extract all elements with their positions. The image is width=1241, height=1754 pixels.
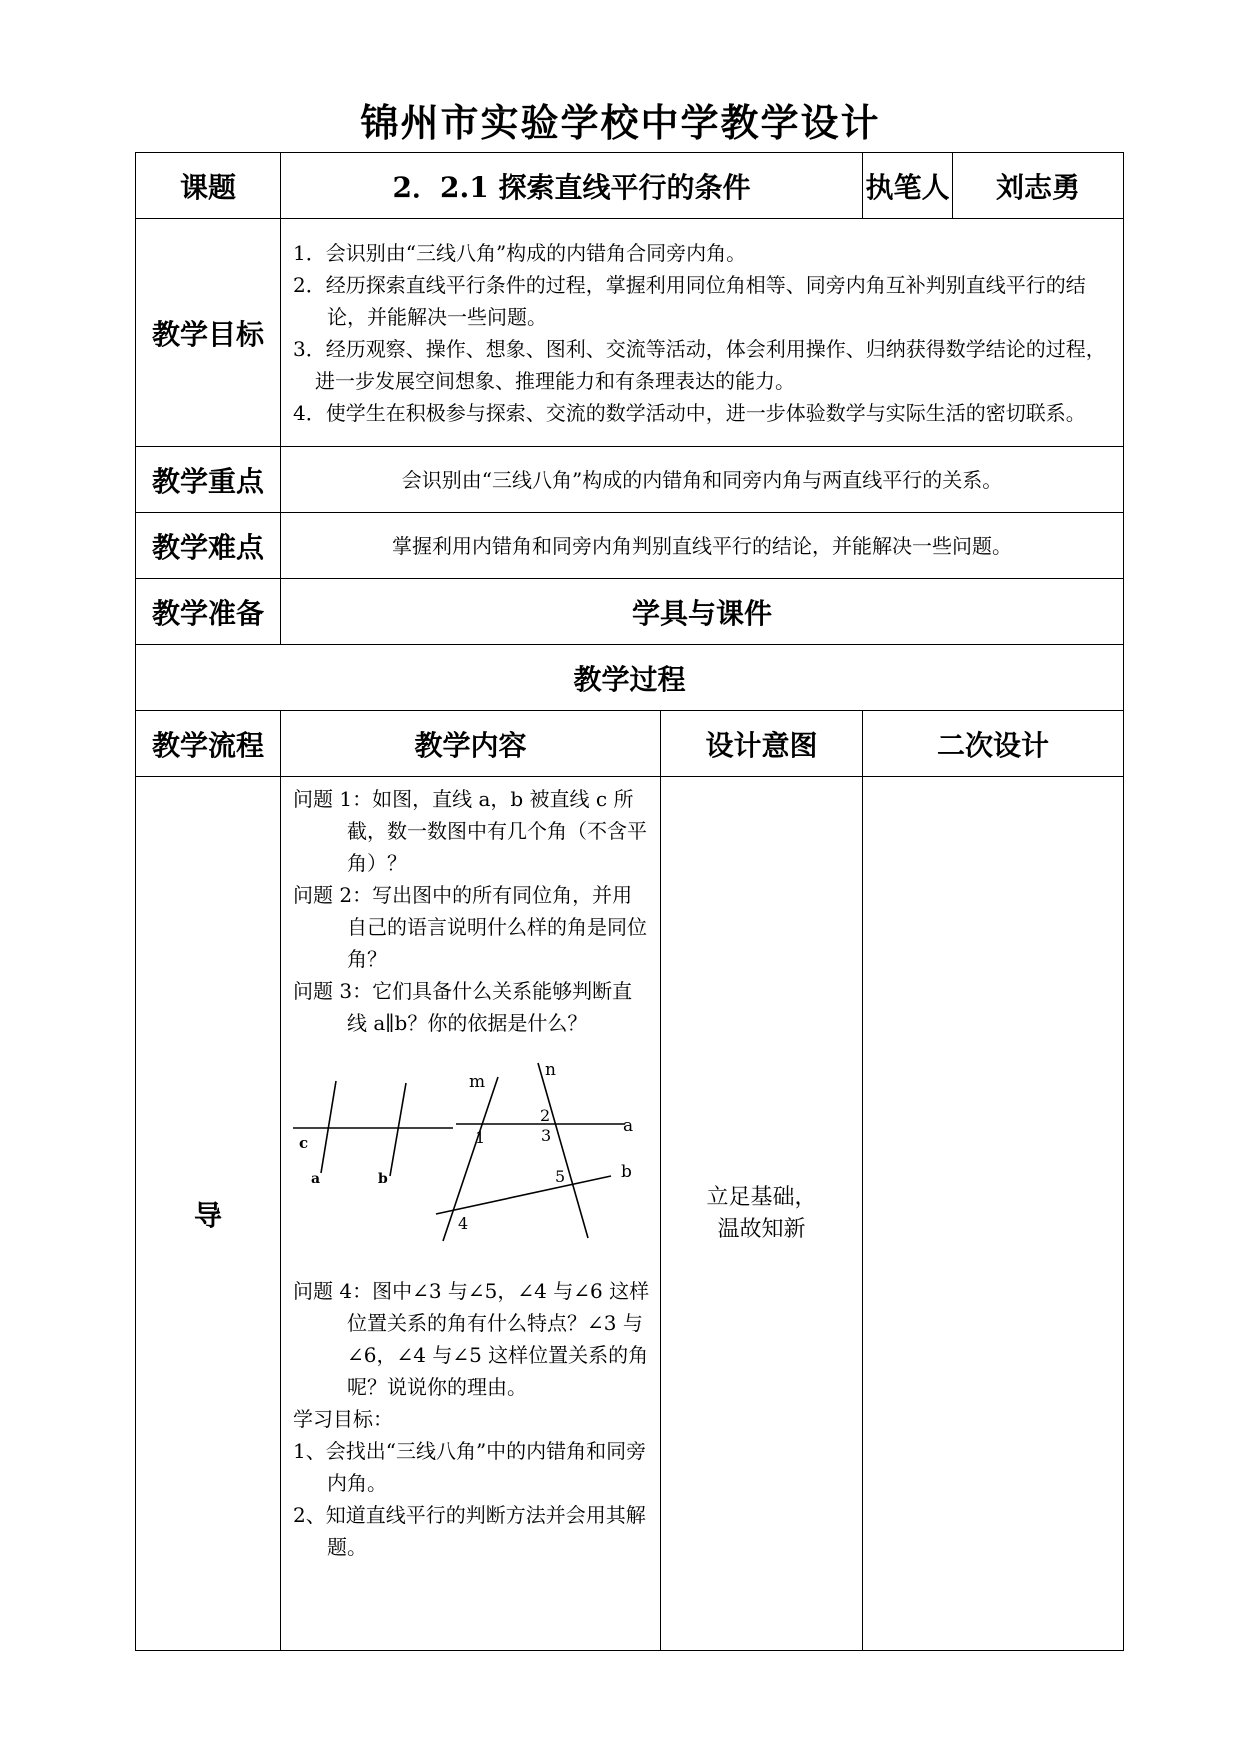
fig2-angle-2: 2	[540, 1106, 551, 1125]
fig2-label-b: b	[621, 1162, 632, 1182]
objective-2: 2、知道直线平行的判断方法并会用其解题。	[293, 1503, 646, 1559]
fig2-angle-1: 1	[475, 1128, 486, 1147]
geometry-figures	[293, 1043, 653, 1273]
stage-row	[136, 777, 1124, 1651]
stage-intent	[661, 777, 863, 1651]
intent-line-2: 温故知新	[717, 1216, 806, 1242]
key-point-label: 教学重点	[136, 447, 281, 513]
author-value: 刘志勇	[953, 153, 1124, 219]
figure-2	[436, 1060, 633, 1241]
goals-row	[136, 219, 1124, 447]
intent-line-1: 立足基础，	[706, 1184, 817, 1210]
author-label: 执笔人	[863, 153, 953, 219]
fig2-angle-3: 3	[541, 1126, 552, 1145]
fig1-label-b: b	[378, 1171, 388, 1187]
fig1-line-a	[321, 1081, 336, 1173]
objectives-title: 学习目标：	[293, 1407, 393, 1431]
difficulty-row	[136, 513, 1124, 579]
fig1-line-b	[390, 1083, 406, 1176]
question-2: 问题 2：写出图中的所有同位角，并用自己的语言说明什么样的角是同位角？	[293, 883, 647, 971]
col-intent-header: 设计意图	[661, 711, 863, 777]
stage-flow: 导	[136, 777, 281, 1651]
goal-item-2: 2．经历探索直线平行条件的过程，掌握利用同位角相等、同旁内角互补判别直线平行的结论，并能解决一些问题。	[293, 272, 1086, 329]
goals-label: 教学目标	[136, 219, 281, 447]
preparation-label: 教学准备	[136, 579, 281, 645]
objective-1: 1、会找出“三线八角”中的内错角和同旁内角。	[293, 1439, 647, 1495]
key-point-row	[136, 447, 1124, 513]
document-title: 锦州市实验学校中学教学设计	[360, 100, 881, 145]
fig2-label-m: m	[469, 1072, 486, 1092]
process-title: 教学过程	[136, 645, 1124, 711]
fig2-label-a: a	[623, 1116, 634, 1136]
figures	[293, 1043, 652, 1273]
figure-1	[293, 1081, 453, 1187]
topic-value: 2．2.1 探索直线平行的条件	[281, 153, 863, 219]
process-title-row	[136, 645, 1124, 711]
fig2-angle-4: 4	[458, 1214, 469, 1233]
topic-label: 课题	[136, 153, 281, 219]
goal-item-3: 3．经历观察、操作、想象、图利、交流等活动，体会利用操作、归纳获得数学结论的过程，进一步发展空间想象、推理能力和有条理表达的能力。	[293, 336, 1106, 393]
fig2-line-m	[443, 1077, 498, 1241]
fig1-label-c: c	[299, 1134, 309, 1152]
fig2-line-n	[538, 1063, 588, 1238]
stage-content	[281, 777, 661, 1651]
fig2-label-n: n	[545, 1060, 556, 1080]
goal-item-4: 4．使学生在积极参与探索、交流的数学活动中，进一步体验数学与实际生活的密切联系。	[293, 400, 1086, 425]
lesson-plan-table	[135, 152, 1124, 1651]
stage-second-design	[863, 777, 1124, 1651]
col-content-header: 教学内容	[281, 711, 661, 777]
preparation-value: 学具与课件	[281, 579, 1124, 645]
goals-list	[281, 219, 1124, 447]
col-second-header: 二次设计	[863, 711, 1124, 777]
question-1: 问题 1：如图，直线 a，b 被直线 c 所截，数一数图中有几个角（不含平角）？	[293, 787, 647, 875]
fig2-angle-5: 5	[555, 1167, 566, 1186]
col-flow-header: 教学流程	[136, 711, 281, 777]
difficulty-value: 掌握利用内错角和同旁内角判别直线平行的结论，并能解决一些问题。	[281, 513, 1124, 579]
column-header-row	[136, 711, 1124, 777]
goal-item-1: 1．会识别由“三线八角”构成的内错角合同旁内角。	[293, 240, 747, 265]
key-point-value: 会识别由“三线八角”构成的内错角和同旁内角与两直线平行的关系。	[281, 447, 1124, 513]
question-3: 问题 3：它们具备什么关系能够判断直线 a∥b？你的依据是什么？	[293, 979, 633, 1035]
question-4: 问题 4：图中∠3 与∠5，∠4 与∠6 这样位置关系的角有什么特点？∠3 与∠6，∠4 与∠5 这样位置关系的角呢？说说你的理由。	[293, 1279, 650, 1399]
difficulty-label: 教学难点	[136, 513, 281, 579]
header-row	[136, 153, 1124, 219]
preparation-row	[136, 579, 1124, 645]
fig1-label-a: a	[311, 1171, 321, 1187]
